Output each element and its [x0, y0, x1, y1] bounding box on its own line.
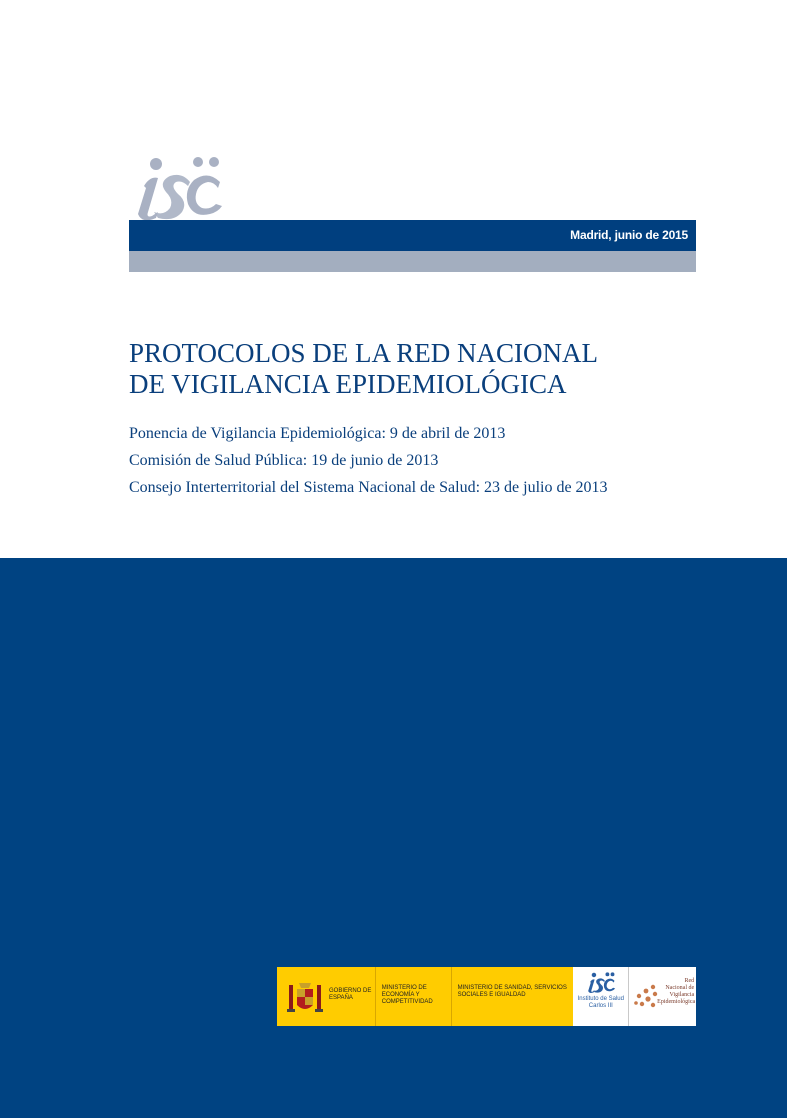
isciii-logo-icon: [128, 152, 228, 220]
coat-of-arms-icon: [285, 979, 325, 1015]
ministerio-sanidad-label: MINISTERIO DE SANIDAD, SERVICIOS SOCIALES E IGUALDAD: [457, 985, 567, 998]
isciii-small-logo-icon: [585, 971, 617, 993]
ministerio-economia-logo: [376, 967, 451, 1026]
header-gray-band: [129, 251, 696, 272]
title-line-2: DE VIGILANCIA EPIDEMIOLÓGICA: [129, 369, 567, 399]
isciii-footer-logo: [573, 967, 629, 1026]
header-band: [129, 220, 696, 251]
renave-label-1: Red: [684, 978, 695, 984]
ministerio-sanidad-logo: [452, 967, 574, 1026]
title-line-1: PROTOCOLOS DE LA RED NACIONAL: [129, 338, 599, 368]
renave-label-4: Epidemiológica: [657, 999, 696, 1005]
publication-date: Madrid, junio de 2015: [570, 228, 688, 242]
renave-logo: [629, 967, 696, 1026]
gobierno-logo: [277, 967, 375, 1026]
institutional-logos: [277, 967, 696, 1026]
renave-label-2: Nacional de: [665, 985, 695, 991]
renave-label-3: Vigilancia: [669, 992, 695, 998]
isciii-label: Instituto de Salud Carlos III: [577, 996, 624, 1009]
cover-blue-panel: [0, 558, 787, 1118]
approval-comision: Comisión de Salud Pública: 19 de junio de 2013: [129, 452, 439, 469]
ministerio-economia-label: MINISTERIO DE ECONOMÍA Y COMPETITIVIDAD: [381, 985, 433, 1005]
approval-consejo: Consejo Interterritorial del Sistema Nacional de Salud: 23 de julio de 2013: [129, 479, 608, 496]
approval-ponencia: Ponencia de Vigilancia Epidemiológica: 9 de abril de 2013: [129, 425, 506, 442]
gobierno-label: GOBIERNO DE ESPAÑA: [329, 988, 372, 1001]
document-title: [129, 338, 729, 400]
